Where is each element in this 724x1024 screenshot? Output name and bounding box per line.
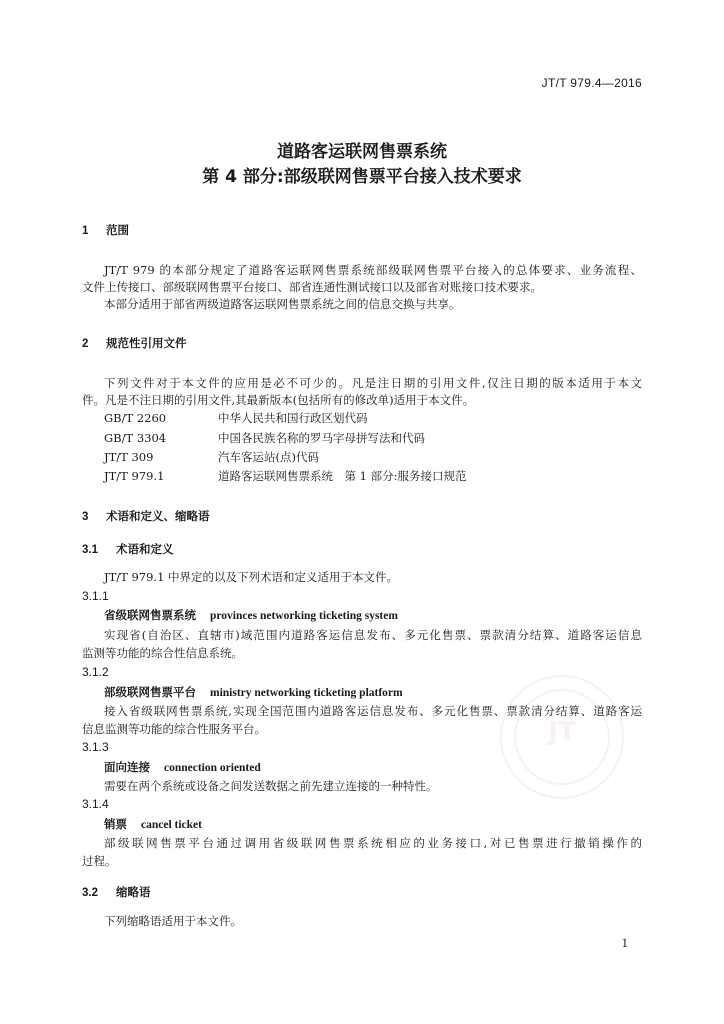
s31-intro: JT/T 979.1 中界定的以及下列术语和定义适用于本文件。 <box>104 570 399 584</box>
watermark-stamp <box>500 675 624 799</box>
section-2-heading <box>82 335 187 351</box>
term-definition-line1: 需要在两个系统或设备之间发送数据之前先建立连接的一种特性。 <box>104 779 438 793</box>
term-title <box>104 684 403 700</box>
term-title <box>104 759 261 775</box>
document-title-line1: 道路客运联网售票系统 <box>277 142 447 162</box>
term-en: ministry networking ticketing platform <box>210 687 403 699</box>
term-definition-line1: 实现省(自治区、直辖市)域范围内道路客运信息发布、多元化售票、票款清分结算、道路客运信息 <box>104 628 642 642</box>
reference-item <box>104 449 319 465</box>
term-zh: 面向连接 <box>104 760 150 774</box>
s1-paragraph2: 本部分适用于部省两级道路客运联网售票系统之间的信息交换与共享。 <box>104 297 461 311</box>
reference-title: 道路客运联网售票系统 第 1 部分:服务接口规范 <box>218 469 467 483</box>
term-definition-line1: 接入省级联网售票系统,实现全国范围内道路客运信息发布、多元化售票、票款清分结算、道路客运 <box>104 704 642 718</box>
reference-title: 中国各民族名称的罗马字母拼写法和代码 <box>218 431 425 445</box>
section-title: 规范性引用文件 <box>106 336 187 350</box>
term-en: provinces networking ticketing system <box>210 610 398 622</box>
watermark-text: JT <box>548 717 576 747</box>
term-number: 3.1.4 <box>82 797 109 811</box>
term-en: connection oriented <box>164 762 261 774</box>
section-3-2-heading <box>82 884 151 900</box>
s32-intro: 下列缩略语适用于本文件。 <box>104 914 242 928</box>
section-number: 3.1 <box>82 544 98 556</box>
reference-code: GB/T 3304 <box>104 431 167 445</box>
term-definition-line2: 监测等功能的综合性信息系统。 <box>82 646 243 660</box>
term-title <box>104 607 398 623</box>
reference-item <box>104 468 467 484</box>
reference-code: JT/T 309 <box>104 450 154 464</box>
reference-item <box>104 410 368 426</box>
term-zh: 部级联网售票平台 <box>104 685 196 699</box>
section-number: 3.2 <box>82 887 98 899</box>
s2-paragraph1-line1: 下列文件对于本文件的应用是必不可少的。凡是注日期的引用文件,仅注日期的版本适用于本文 <box>104 376 642 390</box>
term-number: 3.1.1 <box>82 589 109 603</box>
standard-number: JT/T 979.4—2016 <box>541 76 642 90</box>
reference-title: 汽车客运站(点)代码 <box>218 450 319 464</box>
term-definition-line2: 信息监测等功能的综合性服务平台。 <box>82 722 266 736</box>
section-title: 术语和定义、缩略语 <box>106 509 210 523</box>
section-number: 3 <box>82 511 89 523</box>
section-3-heading <box>82 508 210 524</box>
term-definition-line2: 过程。 <box>82 854 117 868</box>
term-zh: 销票 <box>104 817 127 831</box>
section-title: 范围 <box>106 223 129 237</box>
s2-paragraph1-line2: 件。凡是不注日期的引用文件,其最新版本(包括所有的修改单)适用于本文件。 <box>82 393 475 407</box>
reference-code: JT/T 979.1 <box>104 469 165 483</box>
reference-title: 中华人民共和国行政区划代码 <box>218 411 368 425</box>
term-zh: 省级联网售票系统 <box>104 608 196 622</box>
section-title: 缩略语 <box>116 885 151 899</box>
section-number: 2 <box>82 338 89 350</box>
s1-paragraph1-line2: 文件上传接口、部级联网售票平台接口、部省连通性测试接口以及部省对账接口技术要求。 <box>82 280 542 294</box>
term-en: cancel ticket <box>141 819 202 831</box>
term-definition-line1: 部级联网售票平台通过调用省级联网售票系统相应的业务接口,对已售票进行撤销操作的 <box>104 836 642 850</box>
term-number: 3.1.2 <box>82 665 109 679</box>
term-number: 3.1.3 <box>82 740 109 754</box>
section-title: 术语和定义 <box>116 542 174 556</box>
page-number: 1 <box>621 935 628 950</box>
term-title <box>104 816 202 832</box>
s1-paragraph1-line1: JT/T 979 的本部分规定了道路客运联网售票系统部级联网售票平台接入的总体要求、业务流程、 <box>104 263 642 277</box>
document-title-line2: 第 4 部分:部级联网售票平台接入技术要求 <box>202 167 522 187</box>
section-3-1-heading <box>82 541 174 557</box>
section-number: 1 <box>82 225 89 237</box>
reference-code: GB/T 2260 <box>104 411 167 425</box>
reference-item <box>104 430 425 446</box>
section-1-heading <box>82 222 129 238</box>
